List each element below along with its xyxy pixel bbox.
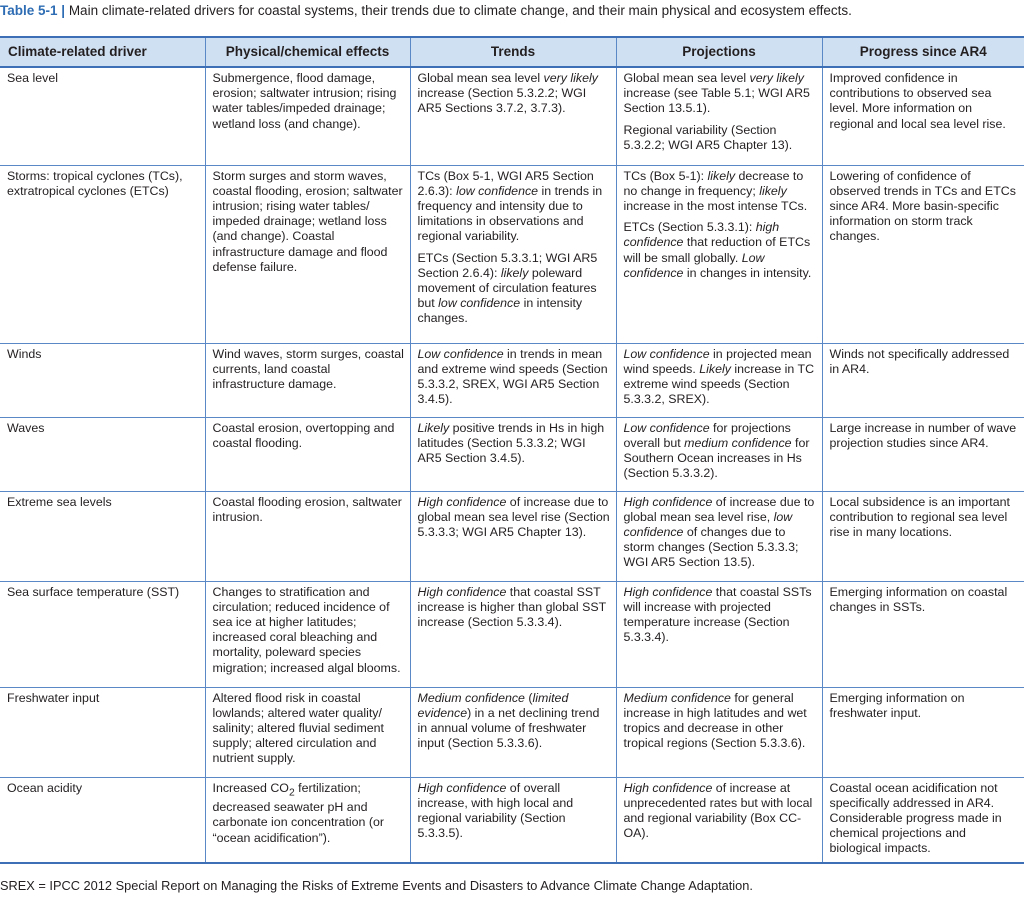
projections-cell	[616, 417, 822, 491]
italic-run: likely	[707, 168, 736, 183]
italic-run: High confidence	[623, 494, 713, 509]
driver-cell: Freshwater input	[0, 687, 205, 777]
text-run: in projected mean wind speeds.	[623, 346, 812, 376]
trend-paragraph	[418, 251, 611, 327]
effects-cell: Coastal erosion, overtopping and coastal flooding.	[205, 417, 410, 491]
projection-paragraph	[624, 169, 817, 215]
text-run: increase in TC extreme wind speeds (Section 5.3.3.2, SREX).	[623, 361, 815, 407]
driver-cell: Sea level	[0, 67, 205, 165]
italic-run: high confidence	[623, 220, 780, 250]
text-run: ) in a net declining trend in annual volume of freshwater input (Section 5.3.3.6).	[417, 705, 600, 751]
text-run: for Southern Ocean increases in Hs (Section 5.3.3.2).	[623, 435, 810, 481]
projection-paragraph	[624, 71, 817, 117]
italic-run: limited evidence	[417, 690, 569, 720]
italic-run: likely	[500, 265, 529, 280]
text-run: of overall increase, with high local and regional variability (Section 5.3.3.5).	[417, 780, 574, 841]
trends-cell	[410, 165, 616, 343]
italic-run: low confidence	[438, 296, 521, 311]
progress-cell: Local subsidence is an important contribution to regional sea level rise in many locations.	[822, 491, 1024, 581]
trends-cell	[410, 491, 616, 581]
header-row	[0, 37, 1024, 67]
italic-run: medium confidence	[684, 435, 792, 450]
driver-cell: Sea surface temperature (SST)	[0, 581, 205, 687]
driver-cell: Extreme sea levels	[0, 491, 205, 581]
italic-run: High confidence	[417, 780, 507, 795]
italic-run: Medium confidence	[623, 690, 731, 705]
trend-paragraph	[418, 169, 611, 245]
table-row	[0, 343, 1024, 417]
progress-cell: Improved confidence in contributions to observed sea level. More information on regional and local sea level rise.	[822, 67, 1024, 165]
trends-cell	[410, 581, 616, 687]
trends-cell	[410, 777, 616, 863]
text-run: TCs (Box 5-1):	[623, 168, 708, 183]
col-header-effects: Physical/chemical effects	[205, 37, 410, 67]
italic-run: Likely	[699, 361, 731, 376]
text-run: of increase at unprecedented rates but with local and regional variability (Box CC-OA).	[623, 780, 813, 841]
text-run: positive trends in Hs in high latitudes (Section 5.3.3.2; WGI AR5 Section 3.4.5).	[417, 420, 605, 465]
italic-run: High confidence	[623, 780, 713, 795]
text-run: Global mean sea level	[417, 71, 544, 85]
italic-run: Low confidence	[623, 420, 710, 435]
projections-cell	[616, 687, 822, 777]
italic-run: likely	[759, 183, 787, 198]
text-run: in intensity changes.	[417, 296, 583, 326]
italic-run: low confidence	[456, 183, 539, 198]
italic-run: Medium confidence	[417, 690, 525, 705]
effects-cell: Submergence, flood damage, erosion; saltwater intrusion; rising water tables/impeded drainage; wetland loss (and change).	[205, 67, 410, 165]
effects-cell: Altered flood risk in coastal lowlands; altered water quality/ salinity; altered fluvial sediment supply; altered circulation and nutrient supply.	[205, 687, 410, 777]
text-run: decrease to no change in frequency;	[623, 168, 804, 198]
table-row	[0, 491, 1024, 581]
text-run: in trends in mean and extreme wind speeds (Section 5.3.3.2, SREX, WGI AR5 Section 3.4.5).	[417, 346, 608, 407]
progress-cell: Emerging information on freshwater input.	[822, 687, 1024, 777]
driver-cell: Winds	[0, 343, 205, 417]
driver-cell: Waves	[0, 417, 205, 491]
text-run: ETCs (Section 5.3.3.1):	[623, 220, 756, 235]
italic-run: High confidence	[417, 584, 507, 599]
text-run: for general increase in high latitudes and wet tropics and decrease in other tropical regions (Section 5.3.3.6).	[623, 690, 807, 751]
italic-run: very likely	[543, 71, 598, 85]
text-run: increase (Section 5.3.2.2; WGI AR5 Sections 3.7.2, 3.7.3).	[417, 86, 587, 116]
text-run: Increased CO	[212, 780, 289, 795]
italic-run: low confidence	[623, 509, 793, 539]
text-run: that coastal SST increase is higher than global SST increase (Section 5.3.3.4).	[417, 584, 606, 629]
trends-cell	[410, 343, 616, 417]
table-caption	[0, 2, 1024, 20]
col-header-progress: Progress since AR4	[822, 37, 1024, 67]
text-run: (	[524, 690, 533, 705]
caption-text: Main climate-related drivers for coastal systems, their trends due to climate change, and their main physical and ecosystem effects.	[65, 3, 852, 18]
driver-cell: Ocean acidity	[0, 777, 205, 863]
progress-cell: Large increase in number of wave projection studies since AR4.	[822, 417, 1024, 491]
drivers-table	[0, 36, 1024, 864]
italic-run: Low confidence	[623, 250, 765, 280]
text-run: that reduction of ETCs will be small globally.	[623, 235, 811, 265]
text-run: in changes in intensity.	[683, 265, 812, 280]
projection-paragraph	[624, 220, 817, 281]
projections-cell	[616, 777, 822, 863]
italic-run: Likely	[417, 420, 450, 435]
driver-cell: Storms: tropical cyclones (TCs), extratropical cyclones (ETCs)	[0, 165, 205, 343]
text-run: increase (see Table 5.1; WGI AR5 Section 13.5.1).	[623, 86, 810, 116]
projections-cell	[616, 343, 822, 417]
progress-cell: Lowering of confidence of observed trends in TCs and ETCs since AR4. More basin-specific information on storm track changes.	[822, 165, 1024, 343]
col-header-trends: Trends	[410, 37, 616, 67]
progress-cell: Emerging information on coastal changes in SSTs.	[822, 581, 1024, 687]
trends-cell	[410, 687, 616, 777]
text-run: ETCs (Section 5.3.3.1; WGI AR5 Section 2.6.4):	[417, 250, 598, 280]
italic-run: Low confidence	[417, 346, 504, 361]
text-run: Global mean sea level	[623, 71, 750, 85]
text-run: fertilization; decreased seawater pH and carbonate ion concentration (or “ocean acidification”).	[212, 780, 385, 845]
italic-run: very likely	[749, 71, 804, 85]
projections-cell	[616, 67, 822, 165]
col-header-driver: Climate-related driver	[0, 37, 205, 67]
effects-cell	[205, 777, 410, 863]
italic-run: High confidence	[623, 584, 713, 599]
text-run: of increase due to global mean sea level rise,	[623, 494, 815, 524]
trends-cell	[410, 417, 616, 491]
table-row	[0, 417, 1024, 491]
effects-cell: Wind waves, storm surges, coastal currents, land coastal infrastructure damage.	[205, 343, 410, 417]
progress-cell: Coastal ocean acidification not specifically addressed in AR4. Considerable progress made in chemical projections and biological impacts.	[822, 777, 1024, 863]
italic-run: High confidence	[417, 494, 507, 509]
text-run: of increase due to global mean sea level rise (Section 5.3.3.3; WGI AR5 Chapter 13).	[417, 494, 610, 539]
projection-paragraph: Regional variability (Section 5.3.2.2; WGI AR5 Chapter 13).	[623, 122, 793, 152]
subscript: 2	[288, 786, 295, 798]
text-run: that coastal SSTs will increase with projected temperature increase (Section 5.3.3.4).	[623, 584, 812, 645]
trends-cell	[410, 67, 616, 165]
col-header-projections: Projections	[616, 37, 822, 67]
table-row	[0, 581, 1024, 687]
progress-cell: Winds not specifically addressed in AR4.	[822, 343, 1024, 417]
table-row	[0, 687, 1024, 777]
effects-cell: Storm surges and storm waves, coastal flooding, erosion; saltwater intrusion; rising water tables/ impeded drainage; wetland loss (and change). Coastal infrastructure damage and flood defense failure.	[205, 165, 410, 343]
table-row	[0, 67, 1024, 165]
text-run: increase in the most intense TCs.	[623, 198, 808, 213]
text-run: TCs (Box 5-1, WGI AR5 Section 2.6.3):	[417, 168, 594, 198]
effects-cell: Changes to stratification and circulation; reduced incidence of sea ice at higher latitudes; increased coral bleaching and mortality, poleward species migration; increased algal blooms.	[205, 581, 410, 687]
text-run: poleward movement of circulation features but	[417, 265, 597, 311]
table-label: Table 5-1 |	[0, 3, 66, 18]
table-row	[0, 777, 1024, 863]
italic-run: Low confidence	[623, 346, 710, 361]
text-run: of changes due to storm changes (Section 5.3.3.3; WGI AR5 Section 13.5).	[623, 524, 799, 570]
projections-cell	[616, 165, 822, 343]
footnote: SREX = IPCC 2012 Special Report on Managing the Risks of Extreme Events and Disasters to Advance Climate Change Adaptation.	[0, 878, 753, 893]
table-row	[0, 165, 1024, 343]
projections-cell	[616, 491, 822, 581]
text-run: for projections overall but	[623, 420, 791, 450]
text-run: in trends in frequency and intensity due to limitations in observations and regional variability.	[417, 183, 603, 244]
effects-cell: Coastal flooding erosion, saltwater intrusion.	[205, 491, 410, 581]
projections-cell	[616, 581, 822, 687]
